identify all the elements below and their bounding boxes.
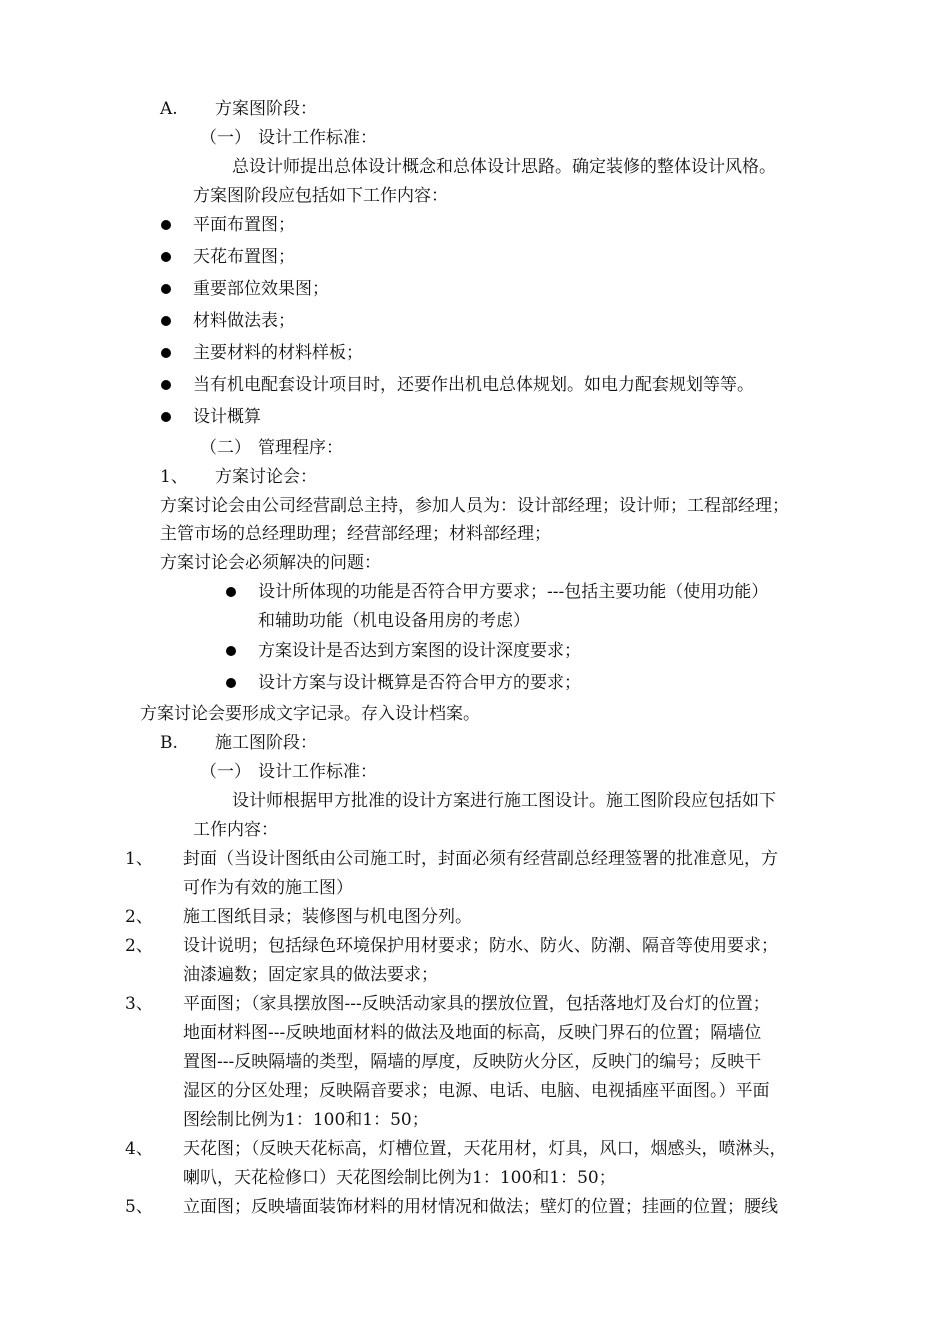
list-item: 平面布置图； [193, 215, 295, 235]
section-b-standard-text: 设计师根据甲方批准的设计方案进行施工图设计。施工图阶段应包括如下 [232, 791, 776, 811]
item-text: 油漆遍数；固定家具的做法要求； [183, 965, 438, 985]
item-number: 4、 [125, 1139, 153, 1159]
item-number: 3、 [125, 994, 153, 1014]
bullet-icon [161, 412, 171, 422]
record-note: 方案讨论会要形成文字记录。存入设计档案。 [140, 704, 480, 724]
issue-item: 设计方案与设计概算是否符合甲方的要求； [258, 673, 581, 693]
section-a-standard-title: 设计工作标准： [258, 128, 377, 148]
item-text: 封面（当设计图纸由公司施工时，封面必须有经营副总经理签署的批准意见，方 [183, 849, 778, 869]
item-text: 喇叭，天花检修口）天花图绘制比例为1：100和1：50； [183, 1168, 616, 1188]
item-number: 2、 [125, 907, 153, 927]
section-a-standard-marker: （一） [200, 128, 251, 148]
item-text: 设计说明；包括绿色环境保护用材要求；防水、防火、防潮、隔音等使用要求； [183, 936, 778, 956]
procedure-title: 管理程序： [258, 438, 343, 458]
issue-item-continuation: 和辅助功能（机电设备用房的考虑） [258, 611, 530, 631]
section-a-contents-intro: 方案图阶段应包括如下工作内容： [193, 186, 448, 206]
item-text: 施工图纸目录；装修图与机电图分列。 [183, 907, 472, 927]
section-b-standard-title: 设计工作标准： [258, 762, 377, 782]
bullet-icon [226, 646, 236, 656]
item-text: 可作为有效的施工图） [183, 878, 353, 898]
section-b-marker: B. [160, 733, 178, 753]
section-b-title: 施工图阶段： [215, 733, 317, 753]
list-item: 重要部位效果图； [193, 279, 329, 299]
section-b-standard-marker: （一） [200, 762, 251, 782]
bullet-icon [161, 316, 171, 326]
section-a-marker: A. [160, 99, 178, 119]
item-text: 地面材料图---反映地面材料的做法及地面的标高，反映门界石的位置；隔墙位 [183, 1023, 762, 1043]
list-item: 当有机电配套设计项目时，还要作出机电总体规划。如电力配套规划等等。 [193, 375, 754, 395]
item-text: 天花图；（反映天花标高，灯槽位置，天花用材，灯具，风口，烟感头，喷淋头， [183, 1139, 787, 1159]
issue-item: 方案设计是否达到方案图的设计深度要求； [258, 641, 581, 661]
meeting-title: 方案讨论会： [215, 467, 317, 487]
item-text: 图绘制比例为1：100和1：50； [183, 1110, 429, 1130]
list-item: 材料做法表； [193, 311, 295, 331]
meeting-text: 方案讨论会由公司经营副总主持，参加人员为：设计部经理；设计师；工程部经理； [160, 496, 789, 516]
item-text: 湿区的分区处理；反映隔音要求；电源、电话、电脑、电视插座平面图。）平面 [183, 1081, 770, 1101]
bullet-icon [161, 252, 171, 262]
item-text: 置图---反映隔墙的类型，隔墙的厚度，反映防火分区，反映门的编号；反映干 [183, 1052, 762, 1072]
bullet-icon [161, 380, 171, 390]
list-item: 天花布置图； [193, 247, 295, 267]
issue-item: 设计所体现的功能是否符合甲方要求；---包括主要功能（使用功能） [258, 582, 769, 602]
issues-intro: 方案讨论会必须解决的问题： [160, 553, 381, 573]
bullet-icon [161, 220, 171, 230]
item-number: 1、 [125, 849, 153, 869]
list-item: 设计概算 [193, 407, 261, 427]
item-text: 平面图；（家具摆放图---反映活动家具的摆放位置，包括落地灯及台灯的位置； [183, 994, 770, 1014]
item-number: 2、 [125, 936, 153, 956]
section-a-title: 方案图阶段： [215, 99, 317, 119]
bullet-icon [161, 284, 171, 294]
item-number: 5、 [125, 1197, 153, 1217]
meeting-text: 主管市场的总经理助理；经营部经理；材料部经理； [160, 524, 551, 544]
bullet-icon [226, 587, 236, 597]
meeting-marker: 1、 [160, 467, 188, 487]
bullet-icon [161, 348, 171, 358]
item-text: 立面图；反映墙面装饰材料的用材情况和做法；壁灯的位置；挂画的位置；腰线 [183, 1197, 778, 1217]
bullet-icon [226, 678, 236, 688]
list-item: 主要材料的材料样板； [193, 343, 363, 363]
procedure-marker: （二） [200, 438, 251, 458]
section-b-standard-text: 工作内容： [193, 820, 278, 840]
section-a-standard-text: 总设计师提出总体设计概念和总体设计思路。确定装修的整体设计风格。 [232, 157, 776, 177]
